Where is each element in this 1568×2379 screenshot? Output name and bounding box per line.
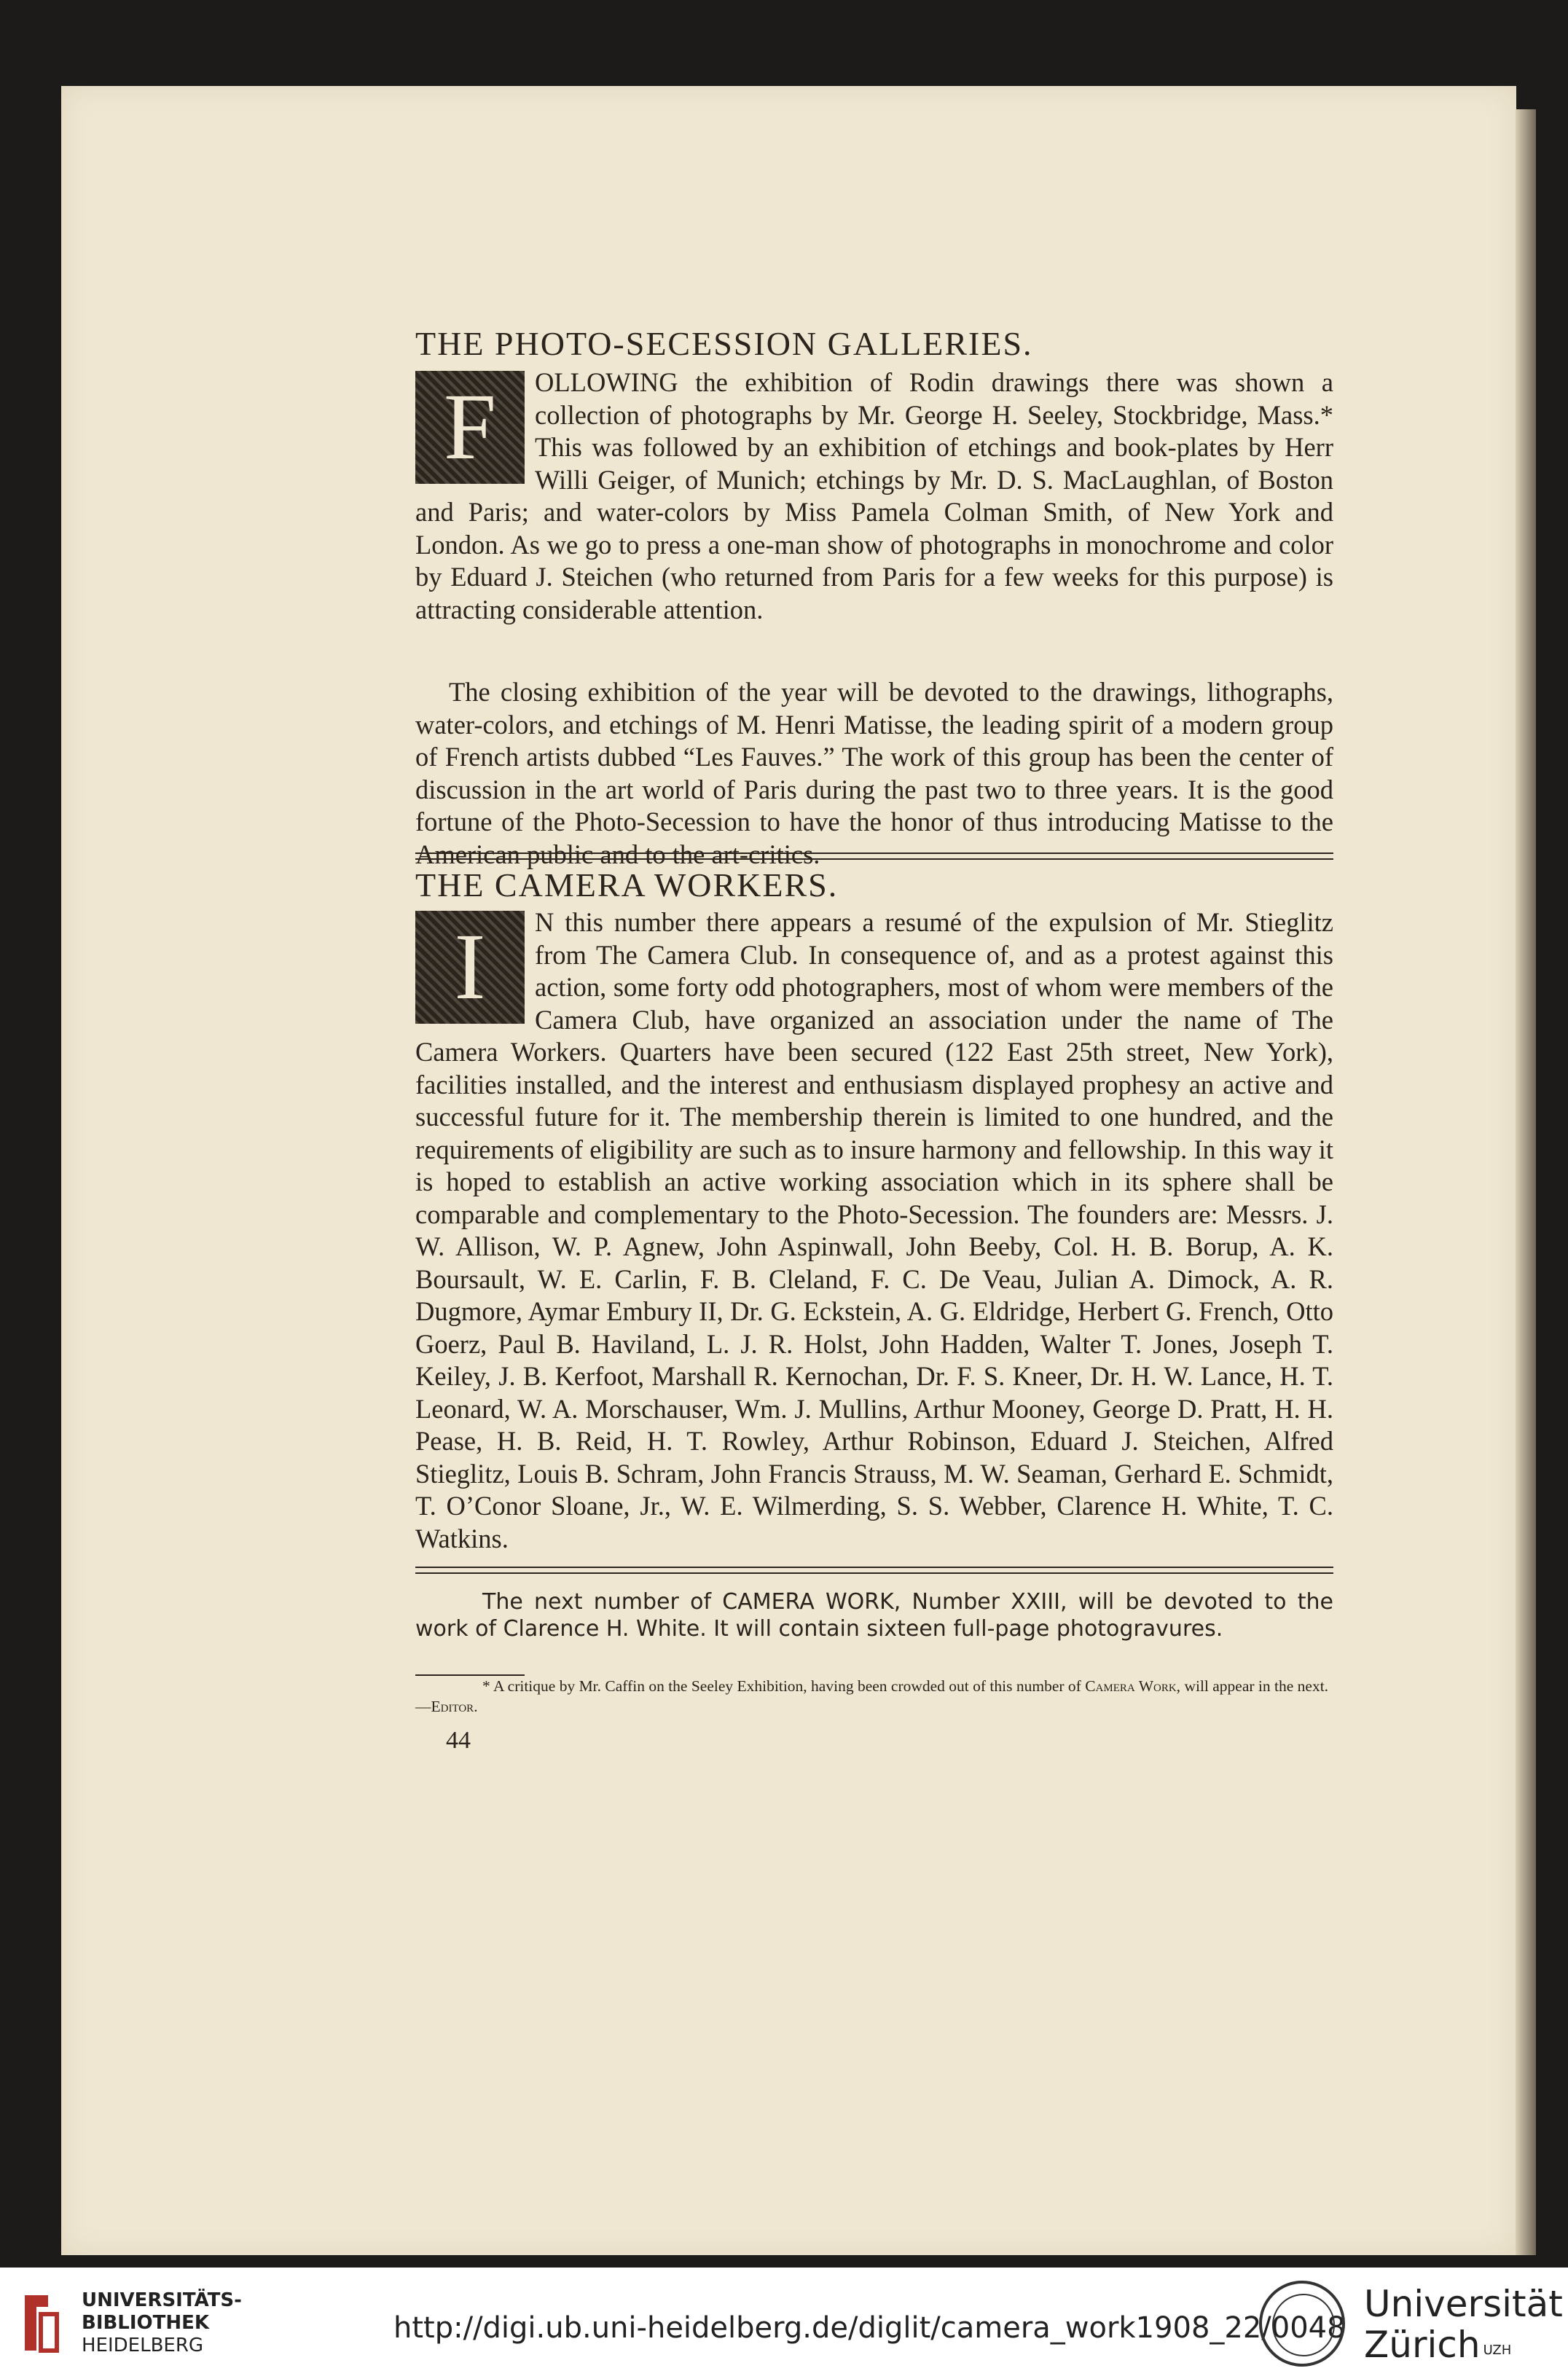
university-name xyxy=(1364,2284,1563,2365)
notice-text: The next number of CAMERA WORK, Number XXIII, will be devoted to the work of Clarence H. White. It will contain sixteen full-page photogravures. xyxy=(415,1589,1333,1642)
paragraph-camera-workers xyxy=(415,906,1333,1555)
library-line-2: BIBLIOTHEK xyxy=(82,2312,210,2334)
university-abbrev: UZH xyxy=(1483,2343,1512,2358)
library-name xyxy=(82,2289,242,2357)
footnote-text: * A critique by Mr. Caffin on the Seeley Exhibition, having been crowded out of this number of xyxy=(482,1677,1081,1695)
next-number-notice xyxy=(415,1588,1333,1642)
viewer-footer xyxy=(0,2268,1568,2379)
university-line-2: Zürich xyxy=(1364,2324,1481,2366)
page-edge xyxy=(1516,109,1536,2255)
library-line-3: HEIDELBERG xyxy=(82,2335,204,2356)
ub-heidelberg-logo-icon xyxy=(19,2289,63,2356)
section-heading-camera-workers: THE CAMERA WORKERS. xyxy=(415,866,839,904)
footnote-signature: Editor. xyxy=(431,1698,478,1715)
permalink-url[interactable]: http://digi.ub.uni-heidelberg.de/diglit/camera_work1908_22/0048 xyxy=(393,2311,1346,2345)
dropcap-i-icon: I xyxy=(415,911,525,1024)
dropcap-f-icon: F xyxy=(415,371,525,484)
section-divider xyxy=(415,853,1333,860)
university-seal-icon xyxy=(1259,2281,1345,2367)
footnote xyxy=(415,1676,1333,1717)
section-divider xyxy=(415,1567,1333,1574)
library-line-1: UNIVERSITÄTS- xyxy=(82,2289,242,2311)
paragraph-text: N this number there appears a resumé of the expulsion of Mr. Stieglitz from The Camera Club. In consequence of, and as a protest against this action, some forty odd photographers, most of whom were members of the Camera Club, have organized an association under the name of The Camera Workers. Quarters have been secured (122 East 25th street, New York), facilities installed, and the interest and enthusiasm displayed prophesy an active and successful future for it. The membership therein is limited to one hundred, and the requirements of eligibility are such as to insure harmony and fellowship. In this way it is hoped to establish an active working association which in its sphere shall be comparable and complementary to the Photo-Secession. The founders are: Messrs. J. W. Allison, W. P. Agnew, John Aspinwall, John Beeby, Col. H. B. Borup, A. K. Boursault, W. E. Carlin, F. B. Cleland, F. C. De Veau, Julian A. Dimock, A. R. Dugmore, Aymar Embury II, Dr. G. Eckstein, A. G. Eldridge, Herbert G. French, Otto Goerz, Paul B. Haviland, L. J. R. Holst, John Hadden, Walter T. Jones, Joseph T. Keiley, J. B. Kerfoot, Marshall R. Kernochan, Dr. F. S. Kneer, Dr. H. W. Lance, H. T. Leonard, W. A. Morschauser, Wm. J. Mullins, Arthur Mooney, George D. Pratt, H. H. Pease, H. B. Reid, H. T. Rowley, Arthur Robinson, Eduard J. Steichen, Alfred Stieglitz, Louis B. Schram, John Francis Strauss, M. W. Seaman, Gerhard E. Schmidt, T. O’Conor Sloane, Jr., W. E. Wilmerding, S. S. Webber, Clarence H. White, T. C. Watkins. xyxy=(415,907,1333,1553)
paragraph-galleries-2 xyxy=(415,676,1333,871)
footnote-journal: Camera Work, xyxy=(1085,1677,1181,1695)
page-number: 44 xyxy=(446,1727,471,1754)
paragraph-galleries-1 xyxy=(415,367,1333,626)
section-heading-galleries: THE PHOTO-SECESSION GALLERIES. xyxy=(415,325,1033,362)
university-line-1: Universität xyxy=(1364,2283,1563,2325)
paragraph-text: The closing exhibition of the year will be devoted to the drawings, lithographs, water-colors, and etchings of M. Henri Matisse, the leading spirit of a modern group of French artists dubbed “Les Fauves.” The work of this group has been the center of discussion in the art world of Paris during the past two to three years. It is the good fortune of the Photo-Secession to have the honor of thus introducing Matisse to the American public and to the art-critics. xyxy=(415,677,1333,869)
paragraph-text: OLLOWING the exhibition of Rodin drawings there was shown a collection of photographs by Mr. George H. Seeley, Stockbridge, Mass.* This was followed by an exhibition of etchings and book-plates by Herr Willi Geiger, of Munich; etchings by Mr. D. S. MacLaughlan, of Boston and Paris; and water-colors by Miss Pamela Colman Smith, of New York and London. As we go to press a one-man show of photographs in monochrome and color by Eduard J. Steichen (who returned from Paris for a few weeks for this purpose) is attracting considerable attention. xyxy=(415,367,1333,624)
footnote-text-2: will appear in the next.— xyxy=(415,1677,1329,1715)
